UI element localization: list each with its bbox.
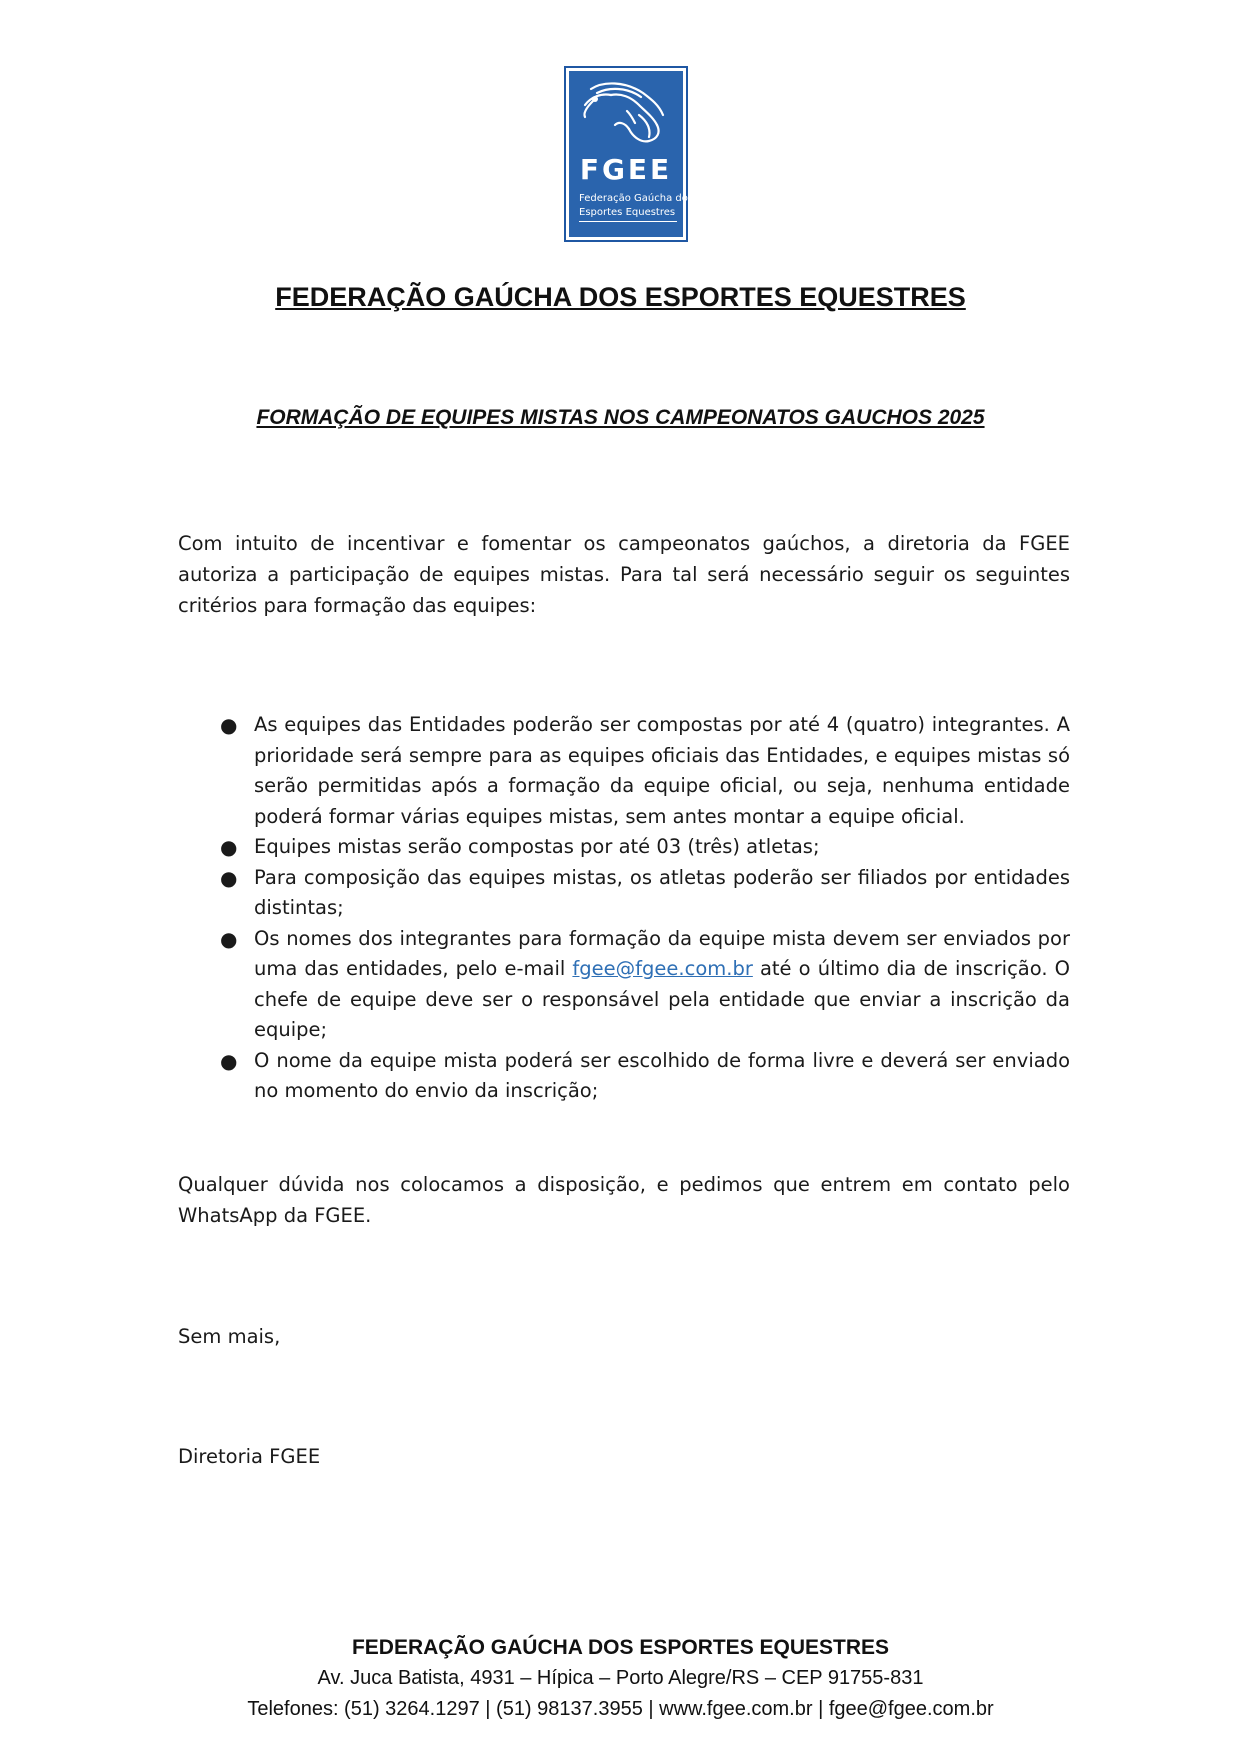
logo-subtitle-line2: Esportes Equestres — [579, 207, 677, 222]
list-item — [178, 710, 1070, 832]
bullet-icon: ● — [220, 865, 238, 890]
signoff-text: Sem mais, — [178, 1325, 281, 1348]
footer-address: Av. Juca Batista, 4931 – Hípica – Porto Alegre/RS – CEP 91755-831 — [317, 1667, 924, 1689]
criterion-text: Equipes mistas serão compostas por até 03 (três) atletas; — [254, 835, 820, 858]
criterion-text: Para composição das equipes mistas, os atletas poderão ser filiados por entidades distintas; — [254, 865, 1070, 919]
bullet-icon: ● — [220, 835, 238, 859]
list-item — [178, 924, 1070, 1046]
criterion-text-after-link: até o último dia de inscrição. O chefe de equipe deve ser o responsável pela entidade que enviar a inscrição da equipe; — [254, 957, 1070, 1041]
list-item — [178, 832, 1070, 863]
bullet-icon: ● — [220, 926, 238, 951]
logo-subtitle-line1: Federação Gaúcha dos — [579, 193, 694, 204]
criterion-text-before-link: Os nomes dos integrantes para formação da equipe mista devem ser enviados por uma das entidades, pelo e-mail — [254, 926, 1070, 980]
criterion-text: O nome da equipe mista poderá ser escolhido de forma livre e deverá ser enviado no momento do envio da inscrição; — [254, 1048, 1070, 1102]
list-item — [178, 1046, 1070, 1107]
footer-contacts: Telefones: (51) 3264.1297 | (51) 98137.3955 | www.fgee.com.br | fgee@fgee.com.br — [247, 1698, 994, 1720]
intro-paragraph: Com intuito de incentivar e fomentar os campeonatos gaúchos, a diretoria da FGEE autoriza a participação de equipes mistas. Para tal será necessário seguir os seguintes critérios para formação das equipes: — [178, 532, 1070, 617]
signature-text: Diretoria FGEE — [178, 1445, 321, 1468]
criterion-text: As equipes das Entidades poderão ser compostas por até 4 (quatro) integrantes. A prioridade será sempre para as equipes oficiais das Entidades, e equipes mistas só serão permitidas após a formação da equipe oficial, ou seja, nenhuma entidade poderá formar várias equipes mistas, sem antes montar a equipe oficial. — [254, 713, 1070, 828]
criteria-list — [178, 710, 1070, 1107]
bullet-icon: ● — [220, 713, 238, 737]
footer-organization: FEDERAÇÃO GAÚCHA DOS ESPORTES EQUESTRES — [351, 1636, 890, 1659]
email-link[interactable]: fgee@fgee.com.br — [572, 957, 753, 980]
logo-abbreviation: FGEE — [579, 153, 673, 186]
fgee-logo — [566, 68, 694, 240]
bullet-icon: ● — [220, 1048, 238, 1073]
document-title: FORMAÇÃO DE EQUIPES MISTAS NOS CAMPEONATOS GAUCHOS 2025 — [256, 406, 985, 429]
closing-paragraph: Qualquer dúvida nos colocamos a disposição, e pedimos que entrem em contato pelo WhatsApp da FGEE. — [178, 1173, 1070, 1227]
list-item — [178, 863, 1070, 924]
organization-title: FEDERAÇÃO GAÚCHA DOS ESPORTES EQUESTRES — [275, 282, 966, 312]
